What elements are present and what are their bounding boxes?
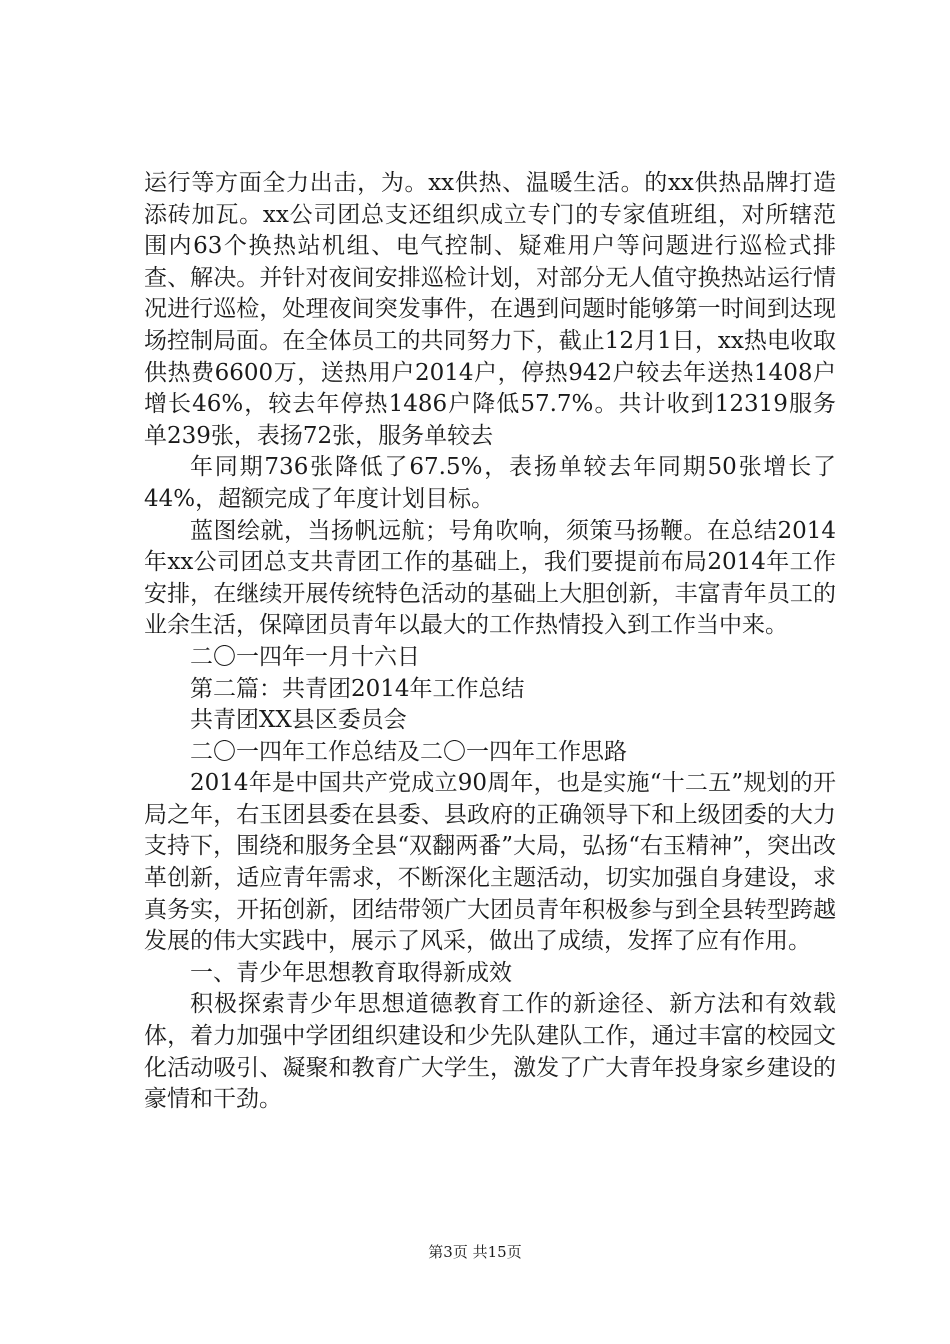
paragraph-heating-results: 运行等方面全力出击，为。xx供热、温暖生活。的xx供热品牌打造添砖加瓦。xx公司团总支还组织成立专门的专家值班组，对所辖范围内63个换热站机组、电气控制、疑难用户等问题进行巡检式排查、解决。并针对夜间安排巡检计划，对部分无人值守换热站运行情况进行巡检，处理夜间突发事件，在遇到问题时能够第一时间到达现场控制局面。在全体员工的共同努力下，截止12月1日，xx热电收取供热费6600万，送热用户2014户，停热942户较去年送热1408户增长46%，较去年停热1486户降低57.7%。共计收到12319服务单239张，表扬72张，服务单较去 [144, 170, 836, 449]
organization-name: 共青团XX县区委员会 [190, 707, 407, 734]
paragraph-overview: 2014年是中国共产党成立90周年，也是实施“十二五”规划的开局之年，右玉团县委在县委、县政府的正确领导下和上级团委的大力支持下，围绕和服务全县“双翻两番”大局，弘扬“右玉精神”，突出改革创新，适应青年需求，不断深化主题活动，切实加强自身建设，求真务实，开拓创新，团结带领广大团员青年积极参与到全县转型跨越发展的伟大实践中，展示了风采，做出了成绩，发挥了应有作用。 [144, 770, 836, 955]
paragraph-service-stats: 年同期736张降低了67.5%，表扬单较去年同期50张增长了44%，超额完成了年度计划目标。 [144, 454, 836, 512]
date-line: 二〇一四年一月十六日 [190, 643, 420, 670]
section-heading-1: 一、青少年思想教育取得新成效 [190, 959, 512, 986]
body-text [144, 168, 836, 1116]
section-title: 第二篇：共青团2014年工作总结 [190, 675, 525, 702]
paragraph-outlook: 蓝图绘就，当扬帆远航；号角吹响，须策马扬鞭。在总结2014年xx公司团总支共青团工作的基础上，我们要提前布局2014年工作安排，在继续开展传统特色活动的基础上大胆创新，丰富青年员工的业余生活，保障团员青年以最大的工作热情投入到工作当中来。 [144, 517, 836, 639]
document-subtitle: 二〇一四年工作总结及二〇一四年工作思路 [190, 738, 627, 765]
paragraph-education: 积极探索青少年思想道德教育工作的新途径、新方法和有效载体，着力加强中学团组织建设和少先队建队工作，通过丰富的校园文化活动吸引、凝聚和教育广大学生，激发了广大青年投身家乡建设的豪情和干劲。 [144, 991, 836, 1113]
page-number-footer: 第3页 共15页 [428, 1243, 522, 1261]
